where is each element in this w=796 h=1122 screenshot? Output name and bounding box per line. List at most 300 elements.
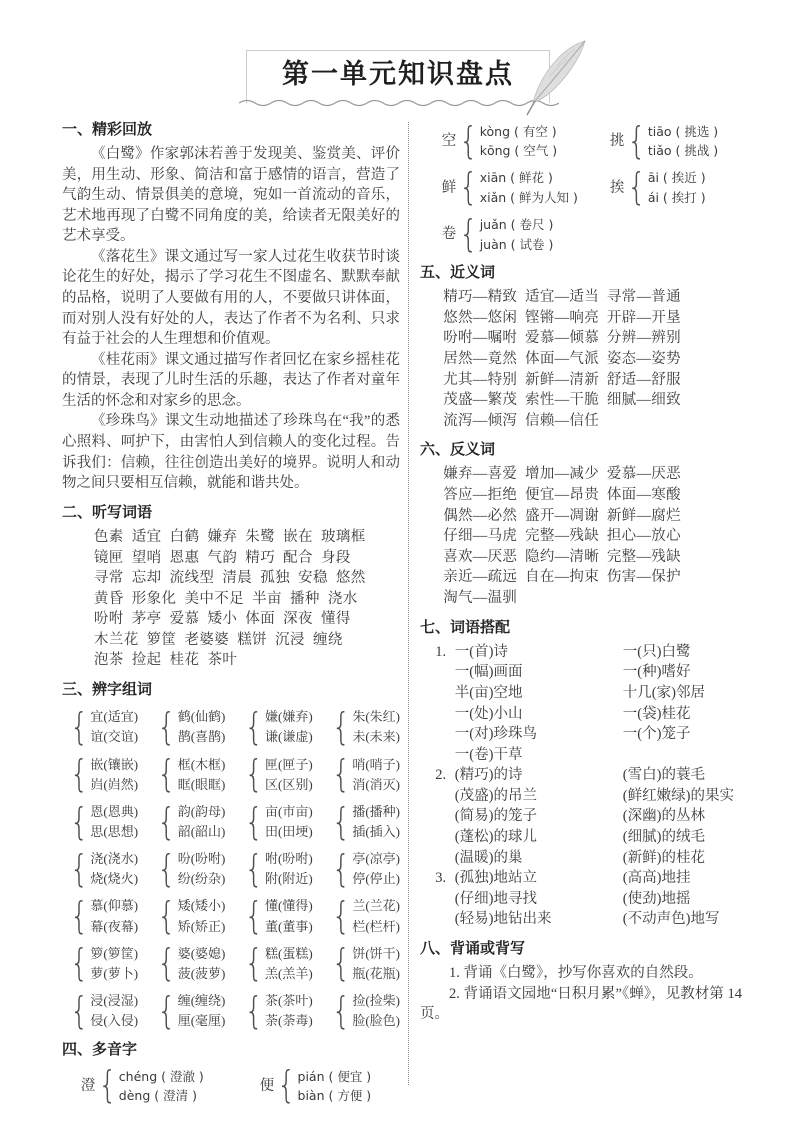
collocation-number bbox=[435, 786, 455, 807]
compare-word-bottom: 区(区别) bbox=[265, 776, 313, 792]
collocation-right: 一(袋)桂花 bbox=[622, 705, 691, 722]
collocation-left: (轻易)地钻出来 bbox=[454, 911, 552, 928]
brace-icon: { bbox=[69, 752, 89, 796]
compare-pair bbox=[178, 944, 226, 984]
collocation-number bbox=[435, 724, 455, 745]
collocation-right: (深幽)的丛林 bbox=[622, 808, 705, 825]
compare-pair bbox=[178, 896, 226, 936]
compare-group bbox=[70, 896, 138, 936]
compare-pair bbox=[265, 991, 313, 1031]
dictation-line: 泡茶 捡起 桂花 茶叶 bbox=[93, 652, 238, 669]
compare-word-top: 懂(懂得) bbox=[265, 898, 313, 914]
summary-paragraph: 《落花生》课文通过写一家人过花生收获节时谈论花生的好处，揭示了学习花生不图虚名、默默奉献的品格，说明了人要做有用的人，不要做只讲体面，而对别人没有好处的人，表达了作者不为名利、只求有益于社会的人生理想和价值观。 bbox=[62, 248, 400, 348]
polyphone-character: 空 bbox=[441, 132, 457, 149]
compare-word-bottom: 田(田埂) bbox=[265, 824, 313, 840]
compare-word-top: 框(木框) bbox=[177, 756, 226, 772]
compare-word-top: 哨(哨子) bbox=[352, 756, 400, 772]
polyphone-character: 挨 bbox=[609, 179, 625, 196]
compare-word-top: 浇(浇水) bbox=[90, 851, 139, 867]
synonym-line: 茂盛—繁茂 索性—干脆 细腻—细致 bbox=[443, 392, 681, 409]
compare-row bbox=[70, 707, 400, 747]
compare-word-bottom: 脸(脸色) bbox=[352, 1013, 400, 1029]
brace-icon: { bbox=[331, 705, 351, 749]
dictation-line: 色素 适宜 白鹤 嫌弃 朱鹭 嵌在 玻璃框 bbox=[93, 529, 366, 546]
compare-word-top: 茶(茶叶) bbox=[265, 993, 313, 1008]
compare-pair bbox=[265, 849, 313, 889]
compare-group bbox=[69, 752, 139, 796]
recitation-item: 2. 背诵语文园地“日积月累”《蝉》，见教材第 14 页。 bbox=[420, 985, 742, 1023]
polyphone-item bbox=[609, 165, 742, 209]
collocation-right: (雪白)的蓑毛 bbox=[622, 767, 705, 784]
summary-paragraph: 《白鹭》作家郭沫若善于发现美、鉴赏美、评价美，用生动、形象、简洁和富于感情的语言，营造了气韵生动、情景俱美的意境，宛如一首流动的音乐，艺术地再现了白鹭不同角度的美，给读者无限美好的艺术享受。 bbox=[62, 145, 400, 245]
compare-word-top: 嫌(嫌弃) bbox=[265, 709, 313, 725]
collocation-number bbox=[435, 683, 455, 704]
antonym-line: 偶然—必然 盛开—凋谢 新鲜—腐烂 bbox=[443, 507, 681, 524]
collocation-right: 一(种)嗜好 bbox=[622, 664, 691, 681]
compare-group bbox=[331, 846, 400, 891]
collocation-number bbox=[435, 848, 455, 869]
collocation-left: 一(处)小山 bbox=[454, 705, 523, 722]
recitation-items bbox=[420, 963, 742, 1025]
compare-word-top: 糕(蛋糕) bbox=[265, 945, 313, 961]
compare-word-bottom: 谊(交谊) bbox=[90, 729, 139, 745]
section-heading: 六、反义词 bbox=[420, 441, 496, 459]
compare-word-bottom: 附(附近) bbox=[265, 871, 313, 887]
collocation-left: (精巧)的诗 bbox=[454, 767, 523, 784]
compare-pair bbox=[90, 991, 138, 1031]
compare-word-top: 箩(箩筐) bbox=[90, 945, 139, 961]
compare-pair bbox=[265, 707, 313, 747]
collocation-number bbox=[435, 806, 455, 827]
collocation-row bbox=[420, 704, 742, 725]
collocation-row bbox=[420, 765, 742, 786]
brace-icon: { bbox=[69, 799, 89, 844]
compare-row bbox=[69, 846, 400, 891]
polyphone-character: 澄 bbox=[80, 1077, 96, 1094]
section-synonyms bbox=[420, 263, 742, 431]
compare-pair bbox=[352, 849, 400, 889]
compare-word-bottom: 烧(烧火) bbox=[90, 871, 139, 887]
compare-word-top: 亭(凉亭) bbox=[352, 851, 400, 867]
collocation-row bbox=[420, 889, 742, 910]
compare-group bbox=[157, 752, 226, 796]
polyphone-reading-bottom: xiǎn ( 鲜为人知 ) bbox=[479, 189, 578, 205]
compare-group bbox=[244, 752, 313, 796]
page-header bbox=[246, 50, 550, 103]
polyphone-reading-top: xiān ( 鲜花 ) bbox=[479, 170, 553, 186]
synonym-line: 吩咐—嘱咐 爱慕—倾慕 分辨—辨别 bbox=[443, 330, 681, 347]
compare-group bbox=[157, 707, 225, 747]
compare-pair bbox=[352, 755, 400, 795]
brace-icon: { bbox=[331, 752, 351, 796]
dictation-lines bbox=[62, 527, 400, 671]
antonym-line: 仔细—马虎 完整—残缺 担心—放心 bbox=[443, 528, 681, 545]
collocation-left: (仔细)地寻找 bbox=[454, 890, 537, 907]
dictation-line: 木兰花 箩筐 老婆婆 糕饼 沉浸 缠绕 bbox=[93, 631, 343, 648]
polyphone-item bbox=[441, 165, 610, 209]
brace-icon: { bbox=[331, 846, 351, 891]
compare-word-top: 饼(饼干) bbox=[352, 945, 400, 961]
collocation-row bbox=[420, 642, 742, 663]
polyphone-readings bbox=[119, 1067, 204, 1106]
brace-icon: { bbox=[69, 894, 89, 938]
collocation-number: 3. bbox=[435, 870, 447, 887]
compare-pair bbox=[265, 944, 313, 984]
compare-group bbox=[331, 799, 400, 844]
compare-pair bbox=[178, 802, 226, 842]
polyphone-reading-top: tiāo ( 挑选 ) bbox=[647, 123, 719, 139]
compare-row bbox=[69, 988, 400, 1033]
compare-word-top: 婆(婆媳) bbox=[177, 945, 226, 961]
polyphone-grid-left bbox=[62, 1063, 400, 1108]
synonym-lines bbox=[420, 287, 742, 431]
synonym-line: 悠然—悠闲 铿锵—响亮 开辟—开垦 bbox=[443, 309, 681, 326]
section-heading: 五、近义词 bbox=[420, 263, 496, 281]
antonym-line: 亲近—疏远 自在—拘束 伤害—保护 bbox=[443, 569, 681, 586]
collocation-left: (温暖)的巢 bbox=[454, 849, 523, 866]
brace-icon: { bbox=[244, 705, 264, 749]
brace-icon: { bbox=[157, 894, 176, 938]
compare-word-bottom: 鹊(喜鹊) bbox=[177, 729, 226, 745]
compare-pair bbox=[352, 896, 400, 936]
brace-icon: { bbox=[331, 941, 351, 985]
brace-icon: { bbox=[459, 118, 478, 163]
summary-paragraph: 《桂花雨》课文通过描写作者回忆在家乡摇桂花的情景，表现了儿时生活的乐趣，表达了作者对童年生活的怀念和对家乡的思念。 bbox=[62, 351, 400, 409]
polyphone-item bbox=[259, 1063, 400, 1108]
two-column-layout bbox=[0, 120, 796, 1106]
compare-word-top: 浸(浸湿) bbox=[90, 993, 139, 1008]
dictation-line: 寻常 忘却 流线型 清晨 孤独 安稳 悠然 bbox=[93, 570, 366, 587]
polyphone-reading-bottom: juàn ( 试卷 ) bbox=[479, 236, 554, 252]
dictation-line: 吩咐 茅亭 爱慕 矮小 体面 深夜 懂得 bbox=[93, 611, 351, 628]
brace-icon: { bbox=[157, 941, 176, 985]
compare-row bbox=[69, 752, 400, 796]
polyphone-readings bbox=[648, 122, 718, 161]
compare-pair bbox=[178, 991, 226, 1031]
compare-pair bbox=[265, 802, 313, 842]
polyphone-reading-bottom: dèng ( 澄清 ) bbox=[118, 1087, 197, 1103]
brace-icon: { bbox=[244, 941, 264, 985]
brace-icon: { bbox=[157, 705, 176, 749]
polyphone-character: 挑 bbox=[609, 132, 625, 149]
section-character-compare bbox=[62, 680, 400, 1031]
collocation-number bbox=[435, 745, 455, 766]
antonym-line: 答应—拒绝 便宜—昂贵 体面—寒酸 bbox=[443, 487, 681, 504]
compare-word-top: 宜(适宜) bbox=[90, 709, 139, 725]
compare-group bbox=[69, 988, 139, 1033]
collocation-number bbox=[435, 704, 455, 725]
dictation-line: 镜匣 望哨 恩惠 气韵 精巧 配合 身段 bbox=[93, 549, 351, 566]
collocation-right: (高高)地挂 bbox=[622, 870, 691, 887]
compare-word-bottom: 荼(荼毒) bbox=[265, 1013, 313, 1029]
collocation-row bbox=[420, 848, 742, 869]
compare-word-top: 恩(恩典) bbox=[90, 803, 139, 819]
collocation-right: 一(个)笼子 bbox=[622, 726, 691, 743]
polyphone-readings bbox=[480, 168, 578, 207]
polyphone-readings bbox=[480, 122, 557, 161]
brace-icon: { bbox=[157, 799, 176, 844]
compare-word-top: 矮(矮小) bbox=[177, 898, 226, 914]
synonym-line: 居然—竟然 体面—气派 姿态—姿势 bbox=[443, 350, 681, 367]
dictation-line: 黄昏 形象化 美中不足 半亩 播种 浇水 bbox=[93, 590, 358, 607]
feather-quill-icon bbox=[521, 37, 595, 121]
collocation-right: (细腻)的绒毛 bbox=[622, 828, 705, 845]
polyphone-reading-bottom: tiǎo ( 挑战 ) bbox=[647, 143, 719, 159]
compare-word-bottom: 停(停止) bbox=[352, 871, 400, 887]
compare-pair bbox=[265, 755, 313, 795]
compare-word-bottom: 消(消灭) bbox=[352, 776, 400, 792]
compare-word-bottom: 栏(栏杆) bbox=[352, 918, 400, 934]
polyphone-readings bbox=[298, 1067, 372, 1106]
section-polyphones bbox=[62, 1040, 400, 1108]
collocation-row bbox=[420, 786, 742, 807]
brace-icon: { bbox=[331, 894, 351, 938]
collocation-number bbox=[435, 827, 455, 848]
compare-pair bbox=[352, 707, 400, 747]
compare-group bbox=[69, 846, 139, 891]
section-recitation bbox=[420, 939, 742, 1025]
section-heading: 二、听写词语 bbox=[62, 503, 153, 521]
brace-icon: { bbox=[244, 799, 264, 844]
collocation-left: (孤独)地站立 bbox=[454, 870, 537, 887]
compare-pair bbox=[90, 849, 138, 889]
polyphone-reading-top: juǎn ( 卷尺 ) bbox=[479, 217, 554, 233]
compare-word-top: 韵(韵母) bbox=[177, 803, 226, 819]
compare-word-top: 兰(兰花) bbox=[352, 898, 400, 914]
polyphone-item bbox=[441, 118, 610, 163]
collocation-left: 一(卷)干草 bbox=[454, 746, 523, 763]
compare-word-bottom: 萝(萝卜) bbox=[90, 965, 139, 981]
right-column bbox=[416, 120, 742, 1106]
brace-icon: { bbox=[157, 846, 176, 891]
polyphone-reading-top: āi ( 挨近 ) bbox=[647, 170, 706, 186]
compare-group bbox=[332, 896, 400, 936]
collocation-number: 2. bbox=[435, 767, 447, 784]
polyphone-character: 卷 bbox=[441, 226, 457, 243]
antonym-line: 喜欢—厌恶 隐约—清晰 完整—残缺 bbox=[443, 548, 681, 565]
compare-word-bottom: 董(董事) bbox=[265, 918, 313, 934]
brace-icon: { bbox=[98, 1063, 117, 1108]
compare-word-bottom: 韶(韶山) bbox=[177, 824, 226, 840]
section-collocations bbox=[420, 618, 742, 930]
compare-pair bbox=[90, 707, 138, 747]
left-column bbox=[62, 120, 400, 1106]
compare-word-bottom: 插(插入) bbox=[352, 824, 400, 840]
compare-group bbox=[244, 988, 313, 1033]
collocation-row bbox=[420, 868, 742, 889]
collocation-left: 半(亩)空地 bbox=[454, 684, 523, 701]
collocation-row bbox=[420, 806, 742, 827]
collocation-row bbox=[420, 662, 742, 683]
compare-pair bbox=[178, 755, 226, 795]
compare-pair bbox=[90, 896, 138, 936]
compare-pair bbox=[90, 944, 138, 984]
collocation-rows bbox=[420, 642, 742, 930]
compare-word-top: 播(播种) bbox=[352, 803, 400, 819]
polyphone-item bbox=[441, 212, 610, 256]
collocation-number: 1. bbox=[435, 643, 447, 660]
polyphone-item bbox=[80, 1063, 260, 1108]
brace-icon: { bbox=[244, 846, 264, 891]
compare-word-top: 慕(仰慕) bbox=[90, 898, 139, 914]
compare-pair bbox=[265, 896, 313, 936]
polyphone-reading-bottom: ái ( 挨打 ) bbox=[647, 189, 706, 205]
collocation-left: 一(对)珍珠鸟 bbox=[454, 726, 537, 743]
collocation-row bbox=[420, 683, 742, 704]
brace-icon: { bbox=[277, 1063, 296, 1108]
compare-word-bottom: 思(思想) bbox=[90, 824, 139, 840]
compare-word-top: 鹤(仙鹤) bbox=[177, 709, 226, 725]
collocation-number bbox=[435, 909, 455, 930]
synonym-line: 流泻—倾泻 信赖—信任 bbox=[443, 412, 600, 429]
collocation-number bbox=[435, 889, 455, 910]
compare-group bbox=[332, 707, 400, 747]
compare-group bbox=[331, 752, 400, 796]
brace-icon: { bbox=[627, 165, 646, 209]
brace-icon: { bbox=[627, 118, 646, 163]
compare-group bbox=[70, 707, 138, 747]
polyphone-grid-right bbox=[420, 118, 742, 256]
compare-rows bbox=[62, 707, 400, 1031]
compare-word-top: 吩(吩咐) bbox=[177, 851, 226, 867]
antonym-line: 淘气—温驯 bbox=[443, 589, 518, 606]
compare-row bbox=[69, 941, 400, 985]
brace-icon: { bbox=[331, 988, 351, 1033]
brace-icon: { bbox=[69, 846, 89, 891]
collocation-row bbox=[420, 909, 742, 930]
polyphone-item bbox=[609, 118, 742, 163]
compare-group bbox=[245, 707, 313, 747]
collocation-number bbox=[435, 662, 455, 683]
compare-group bbox=[157, 941, 226, 985]
compare-group bbox=[244, 799, 313, 844]
brace-icon: { bbox=[69, 941, 89, 985]
compare-group bbox=[157, 799, 226, 844]
collocation-row bbox=[420, 724, 742, 745]
compare-group bbox=[331, 988, 400, 1033]
collocation-right: 十几(家)邻居 bbox=[622, 684, 705, 701]
compare-word-bottom: 谦(谦虚) bbox=[265, 729, 313, 745]
compare-group bbox=[157, 896, 225, 936]
collocation-right: (使劲)地摇 bbox=[622, 890, 691, 907]
polyphone-readings bbox=[480, 215, 554, 254]
section-heading: 三、辨字组词 bbox=[62, 681, 153, 699]
collocation-left: 一(幅)画面 bbox=[454, 664, 523, 681]
brace-icon: { bbox=[331, 799, 351, 844]
compare-pair bbox=[178, 707, 226, 747]
section-heading: 七、词语搭配 bbox=[420, 618, 511, 636]
section-heading: 四、多音字 bbox=[62, 1041, 138, 1059]
polyphone-reading-top: chéng ( 澄澈 ) bbox=[118, 1068, 204, 1084]
brace-icon: { bbox=[69, 705, 89, 749]
compare-pair bbox=[352, 991, 400, 1031]
polyphone-reading-top: pián ( 便宜 ) bbox=[297, 1068, 372, 1084]
column-divider bbox=[408, 122, 409, 1086]
compare-word-bottom: 岿(岿然) bbox=[90, 776, 139, 792]
wave-underline bbox=[239, 98, 559, 108]
synonym-line: 精巧—精致 适宜—适当 寻常—普通 bbox=[443, 289, 681, 306]
compare-word-bottom: 菠(菠萝) bbox=[177, 965, 226, 981]
compare-pair bbox=[352, 802, 400, 842]
polyphone-character: 鲜 bbox=[441, 179, 457, 196]
compare-word-top: 捡(捡柴) bbox=[352, 993, 400, 1008]
compare-word-bottom: 厘(毫厘) bbox=[177, 1013, 226, 1029]
collocation-right: 一(只)白鹭 bbox=[622, 643, 691, 660]
compare-group bbox=[69, 799, 139, 844]
section-heading: 一、精彩回放 bbox=[62, 120, 153, 138]
section-dictation-words bbox=[62, 503, 400, 671]
compare-word-top: 朱(朱红) bbox=[352, 709, 400, 725]
compare-word-bottom: 眶(眼眶) bbox=[177, 776, 226, 792]
polyphone-reading-top: kòng ( 有空 ) bbox=[479, 123, 557, 139]
recitation-item: 1. 背诵《白鹭》，抄写你喜欢的自然段。 bbox=[449, 965, 703, 982]
compare-pair bbox=[90, 755, 138, 795]
compare-word-bottom: 矫(矫正) bbox=[177, 918, 226, 934]
compare-word-bottom: 纷(纷杂) bbox=[177, 871, 226, 887]
collocation-row bbox=[420, 827, 742, 848]
compare-group bbox=[157, 988, 226, 1033]
section-highlights bbox=[62, 120, 400, 494]
compare-word-bottom: 侵(入侵) bbox=[90, 1013, 139, 1029]
page-title: 第一单元知识盘点 bbox=[282, 59, 514, 89]
compare-word-bottom: 羔(羔羊) bbox=[265, 965, 313, 981]
compare-word-bottom: 瓶(花瓶) bbox=[352, 965, 400, 981]
compare-group bbox=[331, 941, 400, 985]
brace-icon: { bbox=[459, 165, 478, 209]
collocation-right: (新鲜)的桂花 bbox=[622, 849, 705, 866]
compare-row bbox=[70, 896, 400, 936]
brace-icon: { bbox=[244, 988, 264, 1033]
compare-row bbox=[69, 799, 400, 844]
compare-group bbox=[244, 846, 313, 891]
polyphone-reading-bottom: kōng ( 空气 ) bbox=[479, 143, 558, 159]
compare-word-top: 匣(匣子) bbox=[265, 756, 313, 772]
synonym-line: 尤其—特别 新鲜—清新 舒适—舒服 bbox=[443, 371, 681, 388]
compare-group bbox=[69, 941, 139, 985]
polyphone-reading-bottom: biàn ( 方便 ) bbox=[297, 1087, 372, 1103]
collocation-left: (茂盛)的吊兰 bbox=[454, 787, 537, 804]
compare-word-top: 咐(吩咐) bbox=[265, 851, 313, 867]
compare-word-bottom: 幕(夜幕) bbox=[90, 918, 139, 934]
antonym-line: 嫌弃—喜爱 增加—减少 爱慕—厌恶 bbox=[443, 466, 681, 483]
polyphone-readings bbox=[648, 168, 706, 207]
section-heading: 八、背诵或背写 bbox=[420, 939, 526, 957]
compare-pair bbox=[352, 944, 400, 984]
compare-pair bbox=[178, 849, 226, 889]
compare-word-top: 缠(缠绕) bbox=[177, 993, 226, 1008]
collocation-left: (简易)的笼子 bbox=[454, 808, 537, 825]
summary-paragraphs bbox=[62, 144, 400, 494]
section-antonyms bbox=[420, 440, 742, 608]
brace-icon: { bbox=[244, 752, 264, 796]
collocation-row bbox=[420, 745, 742, 766]
collocation-left: (蓬松)的球儿 bbox=[454, 828, 537, 845]
compare-group bbox=[244, 941, 313, 985]
brace-icon: { bbox=[69, 988, 89, 1033]
compare-pair bbox=[90, 802, 138, 842]
brace-icon: { bbox=[157, 752, 176, 796]
collocation-right bbox=[623, 745, 742, 766]
compare-group bbox=[157, 846, 226, 891]
compare-word-bottom: 未(未来) bbox=[352, 729, 400, 745]
brace-icon: { bbox=[459, 212, 478, 256]
summary-paragraph: 《珍珠鸟》课文生动地描述了珍珠鸟在“我”的悉心照料、呵护下，由害怕人到信赖人的变化过程。告诉我们：信赖，往往创造出美好的境界。说明人和动物之间只要相互信赖，就能和谐共处。 bbox=[62, 413, 400, 492]
collocation-left: 一(首)诗 bbox=[454, 643, 508, 660]
compare-group bbox=[245, 896, 313, 936]
compare-word-top: 亩(市亩) bbox=[265, 803, 313, 819]
brace-icon: { bbox=[157, 988, 176, 1033]
polyphone-character: 便 bbox=[259, 1077, 275, 1094]
